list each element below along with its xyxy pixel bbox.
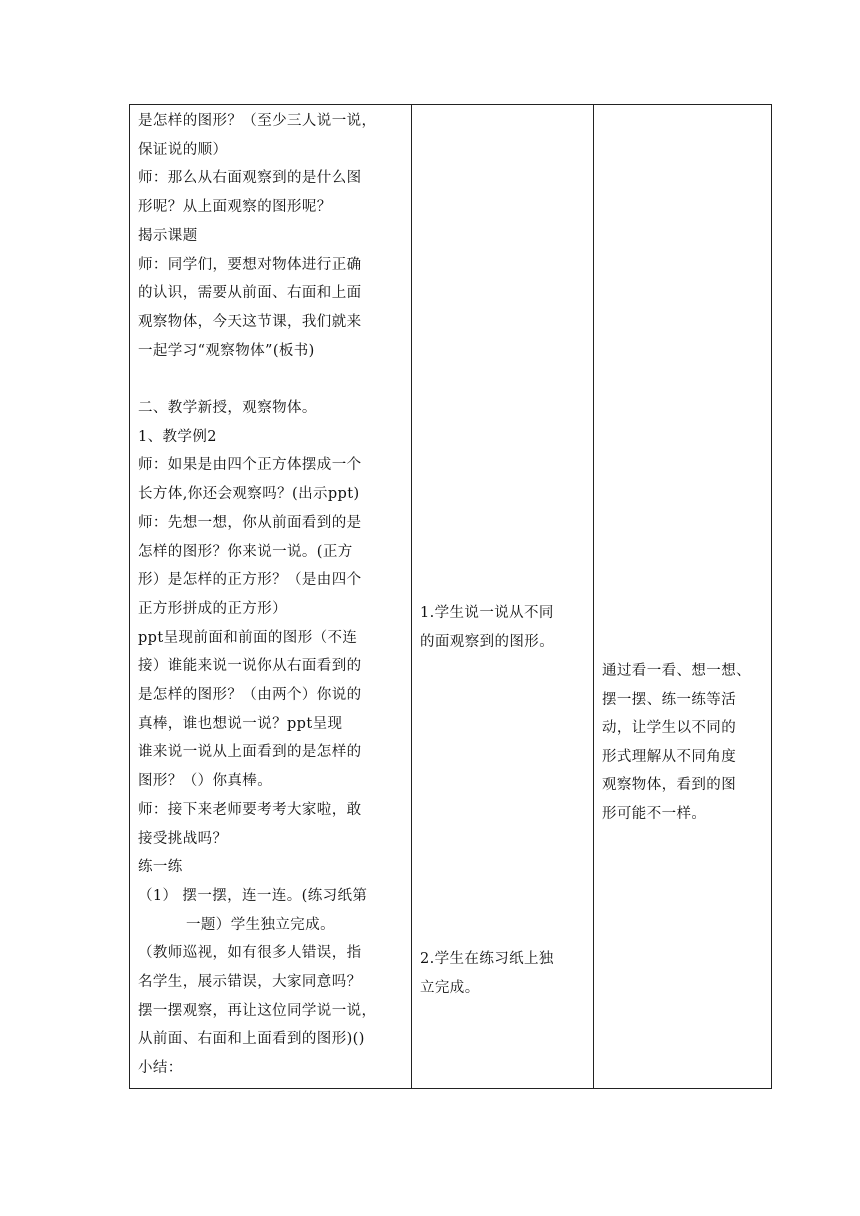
text-line: 的认识，需要从前面、右面和上面 — [138, 285, 362, 302]
design-intent-cell — [594, 105, 772, 1089]
text-line: 立完成。 — [420, 979, 480, 996]
text-line: 观察物体，今天这节课，我们就来 — [138, 313, 362, 330]
text-line: 是怎样的图形？（至少三人说一说， — [138, 113, 377, 129]
text-line: 观察物体，看到的图 — [602, 777, 737, 794]
text-line: 师：先想一想，你从前面看到的是 — [138, 514, 362, 531]
student-activity-cell — [412, 105, 594, 1089]
text-line: 的面观察到的图形。 — [420, 633, 555, 650]
text-line: 名学生，展示错误，大家同意吗？ — [138, 974, 362, 990]
text-line: 从前面、右面和上面看到的图形)() — [138, 1031, 365, 1048]
text-line: 形式理解从不同角度 — [602, 748, 737, 765]
text-line: 师：那么从右面观察到的是什么图 — [138, 170, 362, 187]
text-line: 一起学习“观察物体”(板书) — [138, 342, 315, 359]
text-line: 形呢？从上面观察的图形呢？ — [138, 199, 332, 216]
text-line: 摆一摆、练一练等活 — [602, 691, 737, 708]
text-line: （教师巡视，如有很多人错误，指 — [138, 945, 362, 962]
text-line: 师：接下来老师要考考大家啦，敢 — [138, 801, 362, 818]
text-line: 是怎样的图形？（由两个）你说的 — [138, 687, 362, 703]
text-line: 正方形拼成的正方形） — [138, 600, 287, 617]
lesson-plan-table — [129, 104, 772, 1089]
text-line: 接）谁能来说一说你从右面看到的 — [138, 658, 362, 675]
text-line: 动，让学生以不同的 — [602, 720, 737, 737]
text-line: 练一练 — [138, 859, 183, 876]
text-line: 接受挑战吗？ — [138, 830, 228, 847]
text-line: 摆一摆观察，再让这位同学说一说， — [138, 1002, 377, 1019]
text-line: （1） 摆一摆，连一连。(练习纸第 — [138, 887, 368, 904]
text-line: ppt呈现前面和前面的图形（不连 — [138, 629, 358, 646]
text-line: 揭示课题 — [138, 227, 198, 244]
text-line: 怎样的图形？你来说一说。(正方 — [138, 543, 353, 560]
text-line: 二、教学新授，观察物体。 — [138, 400, 317, 416]
text-line: 一题）学生独立完成。 — [186, 916, 335, 933]
text-line: 形可能不一样。 — [602, 806, 707, 822]
teaching-process-cell — [130, 105, 412, 1089]
text-line: 图形？（）你真棒。 — [138, 773, 273, 790]
text-line: 1、教学例2 — [138, 428, 217, 445]
table-row — [130, 105, 772, 1089]
text-line: 1.学生说一说从不同 — [420, 605, 554, 621]
text-line: 小结： — [138, 1060, 183, 1077]
text-line: 通过看一看、想一想、 — [602, 663, 751, 679]
text-line: 2.学生在练习纸上独 — [420, 951, 554, 967]
text-line: 师：如果是由四个正方体摆成一个 — [138, 457, 362, 474]
text-line: 谁来说一说从上面看到的是怎样的 — [138, 744, 362, 761]
text-line: 保证说的顺） — [138, 141, 228, 158]
text-line: 真棒，谁也想说一说？ppt呈现 — [138, 715, 343, 732]
text-line: 师：同学们，要想对物体进行正确 — [138, 256, 362, 273]
text-line: 长方体,你还会观察吗？(出示ppt) — [138, 486, 360, 503]
text-line: 形）是怎样的正方形？（是由四个 — [138, 572, 362, 589]
